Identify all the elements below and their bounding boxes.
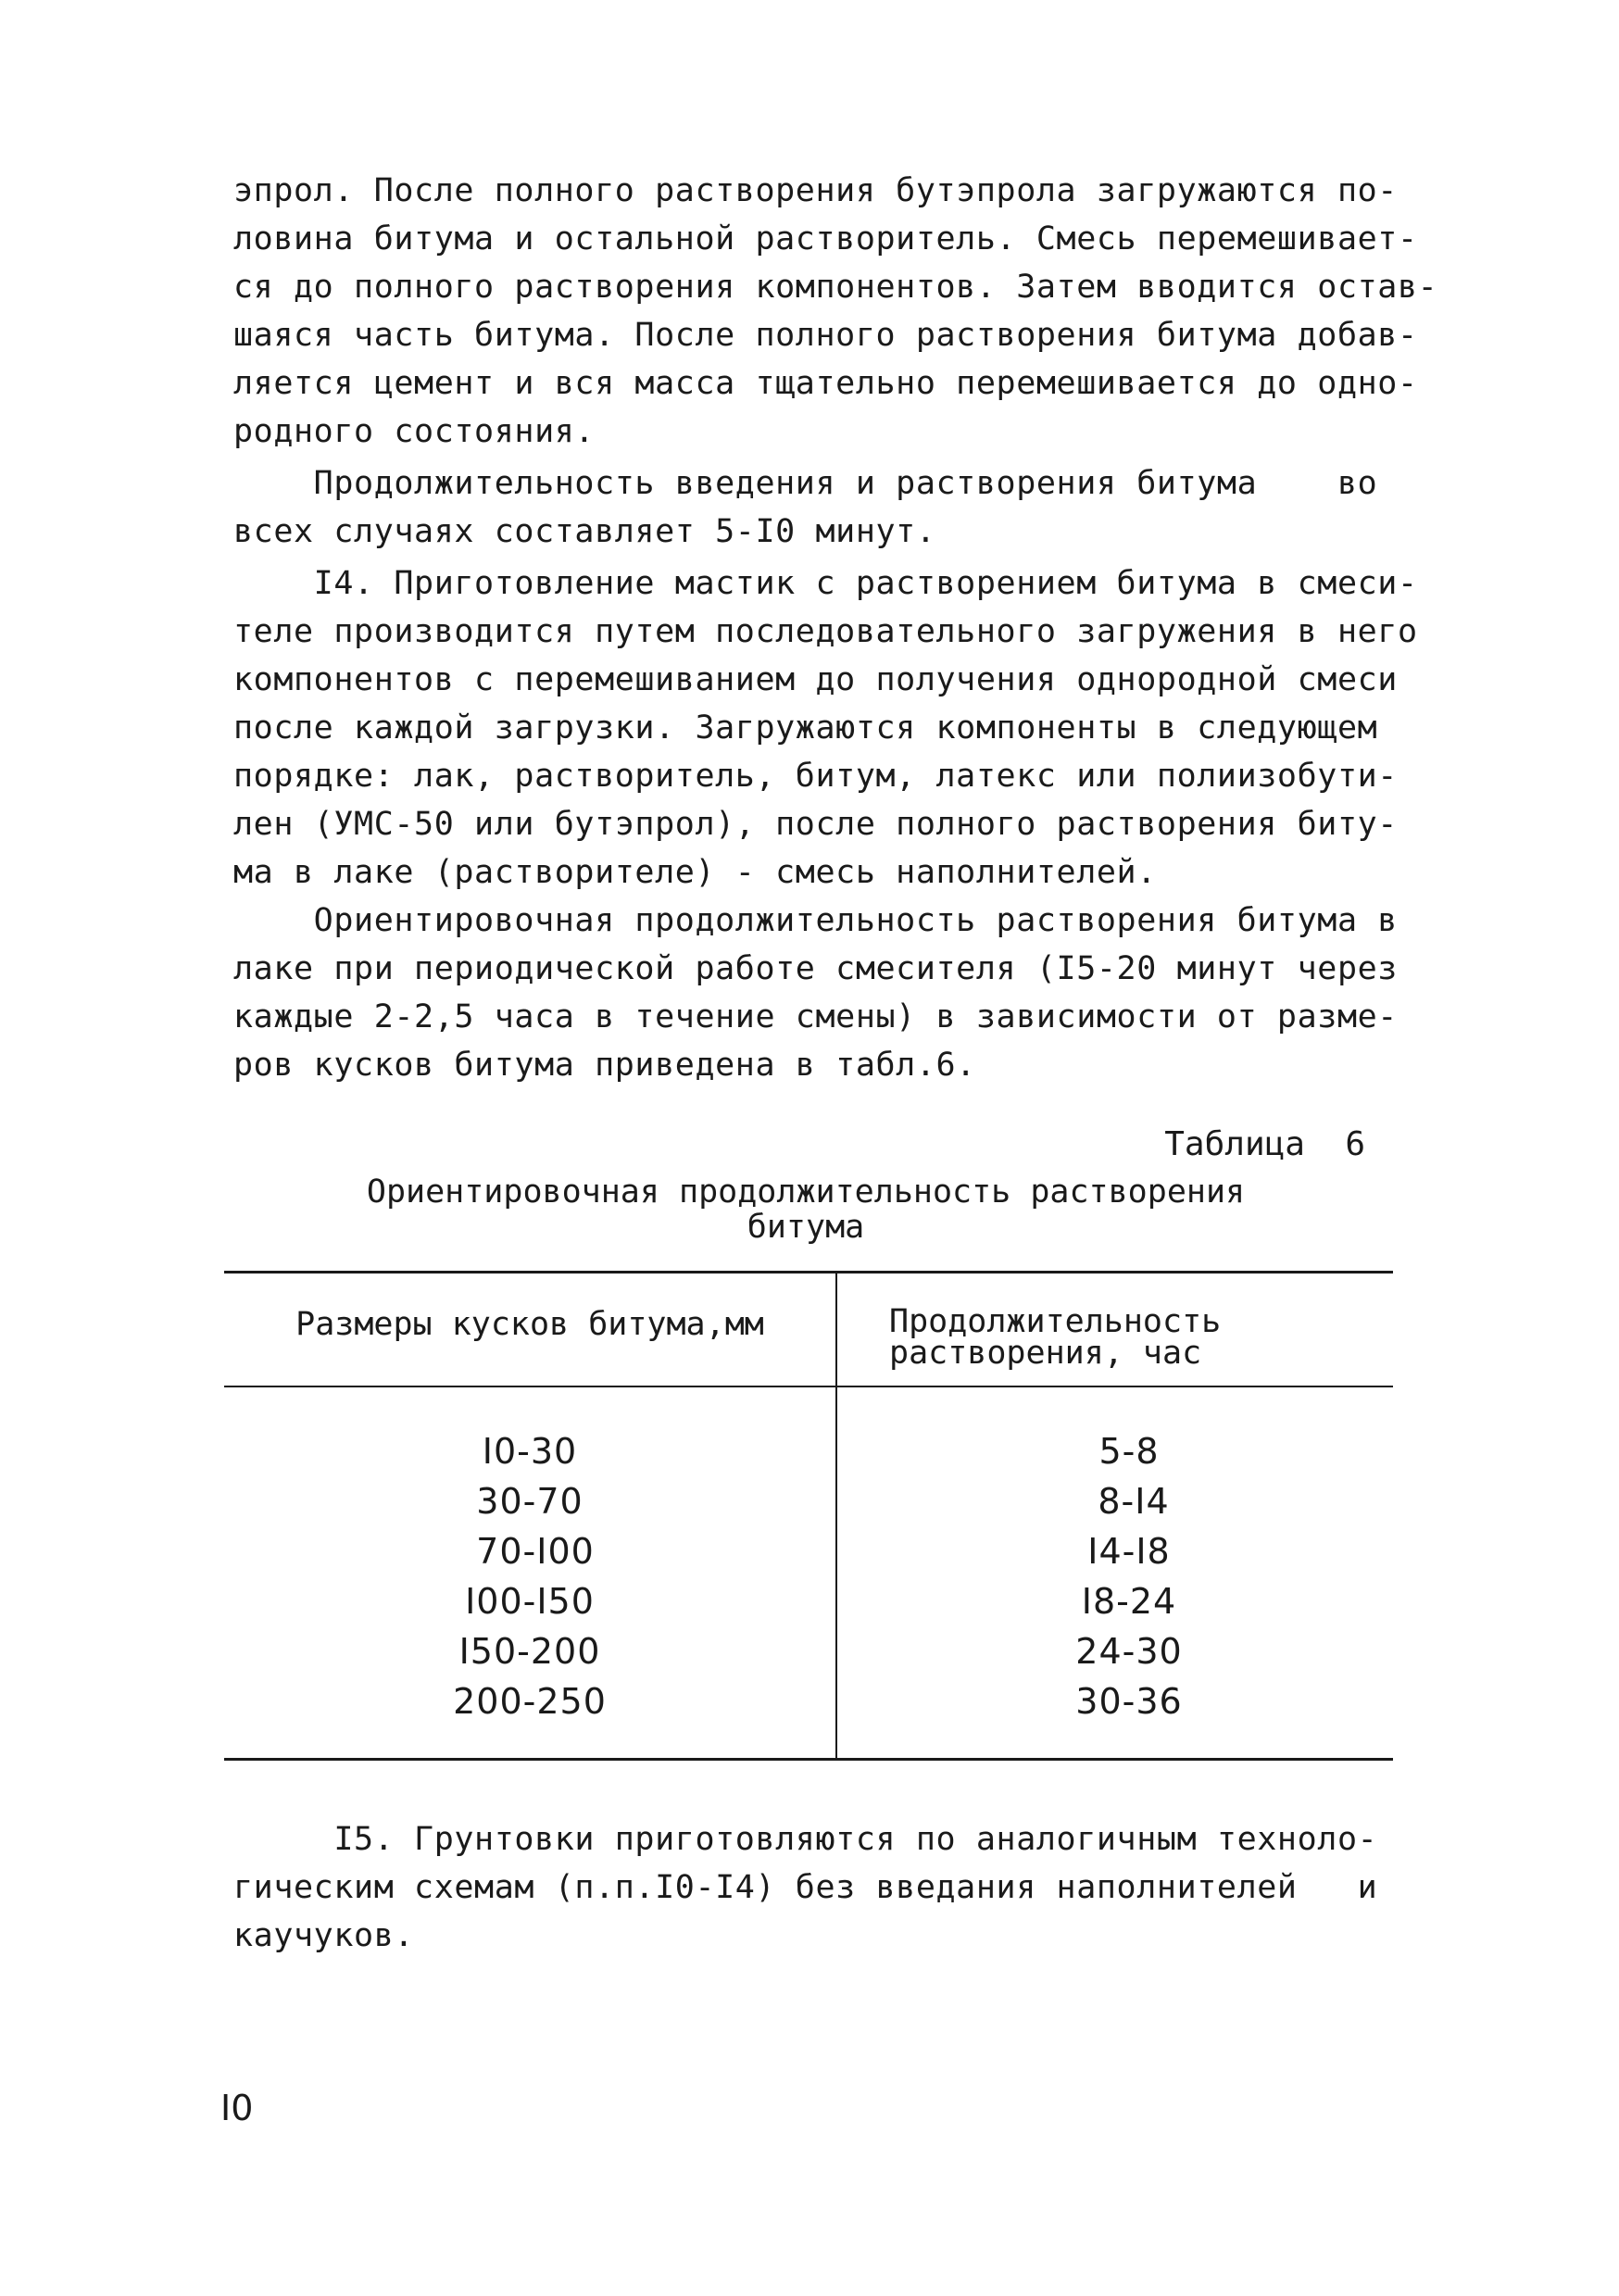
duration-table: [224, 1271, 1393, 1762]
table-cell-duration: 30-36: [1075, 1681, 1183, 1722]
table-cell-duration: 24-30: [1075, 1631, 1183, 1672]
text-line: шаяся часть битума. После полного растворения битума добав-: [233, 317, 1418, 354]
table-title: Ориентировочная продолжительность растворения битума: [366, 1173, 1246, 1246]
text-line: каждые 2-2,5 часа в течение смены) в зависимости от разме-: [233, 998, 1398, 1035]
text-line: ляется цемент и вся масса тщательно перемешивается до одно-: [233, 365, 1418, 402]
table-column-duration: [837, 1426, 1393, 1726]
text-line: ма в лаке (растворителе) - смесь наполнителей.: [233, 854, 1157, 891]
text-line: эпрол. После полного растворения бутэпрола загружаются по-: [233, 172, 1398, 209]
text-line: Ориентировочная продолжительность растворения битума в: [233, 902, 1398, 939]
table-header-duration: Продолжительность растворения, час: [889, 1303, 1222, 1372]
table-label: Таблица 6: [1164, 1125, 1365, 1163]
paragraph-item-14: [233, 559, 1418, 897]
page-number: I0: [220, 2088, 254, 2128]
table-cell-size: 70-I00: [476, 1531, 595, 1572]
table-column-size: [224, 1426, 835, 1726]
text-line: компонентов с перемешиванием до получения однородной смеси: [233, 661, 1398, 698]
table-cell-duration: 5-8: [1098, 1431, 1160, 1472]
text-line: I4. Приготовление мастик с растворением битума в смеси-: [233, 565, 1418, 602]
text-line: родного состояния.: [233, 413, 596, 450]
text-line: ся до полного растворения компонентов. Затем вводится остав-: [233, 269, 1438, 306]
text-line: лен (УМС-50 или бутэпрол), после полного растворения биту-: [233, 806, 1398, 843]
text-line: I5. Грунтовки приготовляются по аналогичным техноло-: [233, 1821, 1378, 1858]
table-cell-size: I50-200: [458, 1631, 601, 1672]
text-line: после каждой загрузки. Загружаются компоненты в следующем: [233, 709, 1378, 747]
table-bottom-rule: [224, 1758, 1393, 1761]
table-header-size: Размеры кусков битума,мм: [295, 1306, 764, 1343]
text-line: ловина битума и остальной растворитель. Смесь перемешивает-: [233, 220, 1418, 257]
text-line: всех случаях составляет 5-I0 минут.: [233, 513, 936, 550]
text-line: Продолжительность введения и растворения битума во: [233, 465, 1378, 502]
text-line: лаке при периодической работе смесителя (I5-20 минут через: [233, 950, 1398, 987]
paragraph-duration: [233, 459, 1377, 556]
table-cell-size: 200-250: [453, 1681, 607, 1722]
text-line: ров кусков битума приведена в табл.6.: [233, 1047, 976, 1084]
table-cell-duration: I8-24: [1081, 1581, 1177, 1622]
text-line: каучуков.: [233, 1917, 415, 1954]
paragraph-item-15: [233, 1815, 1377, 1960]
table-cell-size: I0-30: [482, 1431, 578, 1472]
table-cell-duration: I4-I8: [1087, 1531, 1171, 1572]
table-cell-duration: 8-I4: [1098, 1481, 1170, 1522]
text-line: гическим схемам (п.п.I0-I4) без введания наполнителей и: [233, 1869, 1378, 1906]
table-cell-size: I00-I50: [465, 1581, 595, 1622]
text-line: порядке: лак, растворитель, битум, латекс или полиизобути-: [233, 758, 1398, 795]
table-header-rule: [224, 1386, 1393, 1387]
text-line: теле производится путем последовательного загружения в него: [233, 613, 1418, 650]
table-top-rule: [224, 1271, 1393, 1273]
table-cell-size: 30-70: [476, 1481, 584, 1522]
paragraph-solution-order: [233, 167, 1437, 456]
paragraph-approx-duration: [233, 897, 1398, 1089]
